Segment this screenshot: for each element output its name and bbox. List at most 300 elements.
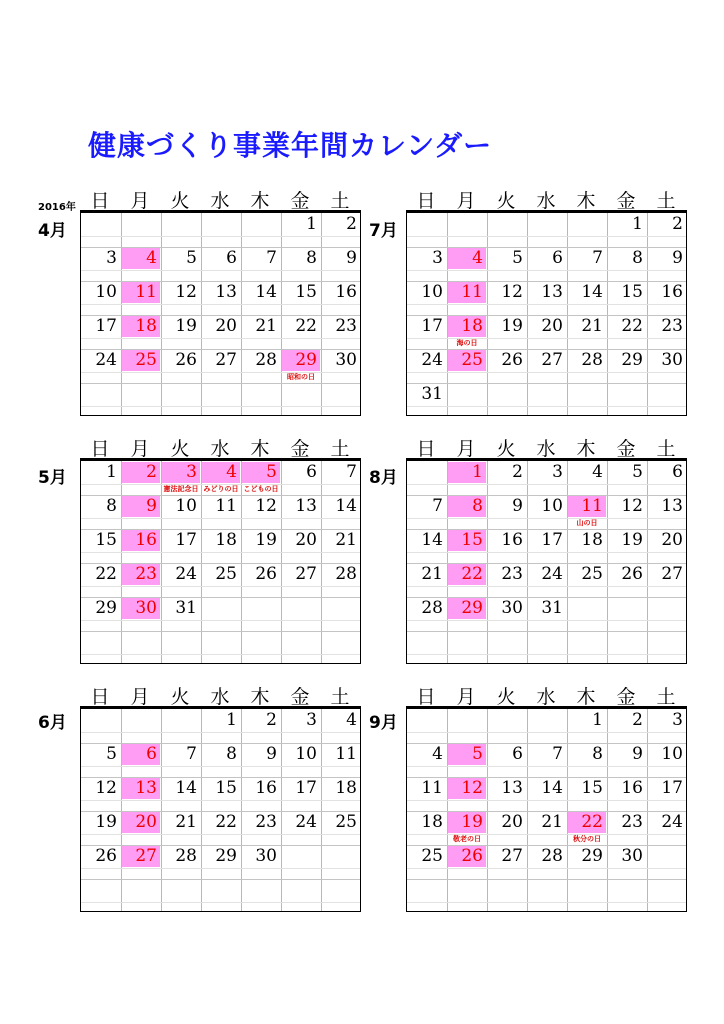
day-cell: 5	[632, 462, 643, 482]
day-cell: 17	[95, 316, 117, 336]
day-cell: 14	[421, 530, 443, 550]
day-cell: 3	[106, 248, 117, 268]
day-cell: 6	[552, 248, 563, 268]
weekday-label: 土	[330, 686, 350, 708]
day-cell-highlighted: 9	[122, 496, 160, 517]
weekday-label: 月	[456, 190, 476, 212]
day-cell: 18	[215, 530, 237, 550]
day-cell: 24	[295, 812, 317, 832]
day-cell: 28	[175, 846, 197, 866]
day-cell: 31	[175, 598, 197, 618]
calendar-body	[406, 460, 687, 664]
month-label: 8月	[369, 468, 398, 488]
calendar-body	[80, 212, 361, 416]
grid-column-line	[447, 213, 448, 415]
weekday-label: 木	[250, 438, 270, 460]
weekday-label: 土	[656, 438, 676, 460]
day-cell: 27	[541, 350, 563, 370]
day-cell: 6	[672, 462, 683, 482]
day-cell: 6	[226, 248, 237, 268]
day-cell: 1	[592, 710, 603, 730]
day-cell: 14	[335, 496, 357, 516]
day-cell-highlighted: 15	[448, 530, 486, 551]
day-cell: 5	[106, 744, 117, 764]
weekday-label: 月	[130, 686, 150, 708]
month-label: 6月	[38, 713, 67, 733]
grid-column-line	[121, 461, 122, 663]
grid-subrow-line	[81, 270, 360, 271]
weekday-header	[406, 192, 687, 212]
day-cell: 26	[255, 564, 277, 584]
grid-subrow-line	[407, 552, 686, 553]
day-cell: 16	[661, 282, 683, 302]
day-cell-highlighted: 18	[122, 316, 160, 337]
day-cell-highlighted: 1	[448, 462, 486, 483]
weekday-label: 水	[536, 438, 556, 460]
grid-subrow-line	[81, 586, 360, 587]
day-cell: 4	[432, 744, 443, 764]
holiday-label: 敬老の日	[453, 835, 481, 843]
day-cell-highlighted: 26	[448, 846, 486, 867]
grid-subrow-line	[407, 236, 686, 237]
day-cell: 22	[215, 812, 237, 832]
weekday-header	[406, 688, 687, 708]
day-cell: 2	[512, 462, 523, 482]
weekday-label: 日	[416, 686, 436, 708]
day-cell: 15	[215, 778, 237, 798]
grid-subrow-line	[81, 654, 360, 655]
day-cell: 29	[215, 846, 237, 866]
weekday-label: 水	[536, 190, 556, 212]
day-cell: 20	[215, 316, 237, 336]
grid-row-line	[81, 879, 360, 880]
grid-subrow-line	[81, 552, 360, 553]
calendar-body	[406, 708, 687, 912]
weekday-label: 日	[90, 686, 110, 708]
grid-subrow-line	[81, 868, 360, 869]
day-cell: 19	[175, 316, 197, 336]
day-cell: 27	[215, 350, 237, 370]
grid-subrow-line	[81, 766, 360, 767]
weekday-label: 金	[290, 438, 310, 460]
weekday-label: 金	[290, 686, 310, 708]
weekday-label: 金	[616, 438, 636, 460]
day-cell: 1	[632, 214, 643, 234]
day-cell: 29	[621, 350, 643, 370]
weekday-label: 水	[210, 686, 230, 708]
weekday-label: 水	[210, 190, 230, 212]
day-cell: 24	[175, 564, 197, 584]
weekday-header	[80, 192, 361, 212]
day-cell: 6	[306, 462, 317, 482]
day-cell-highlighted: 11	[122, 282, 160, 303]
grid-column-line	[281, 709, 282, 911]
grid-column-line	[527, 461, 528, 663]
day-cell: 13	[661, 496, 683, 516]
day-cell: 13	[295, 496, 317, 516]
day-cell-highlighted: 29	[282, 350, 320, 371]
grid-column-line	[161, 709, 162, 911]
day-cell: 7	[552, 744, 563, 764]
weekday-label: 木	[576, 190, 596, 212]
day-cell: 25	[581, 564, 603, 584]
grid-subrow-line	[81, 518, 360, 519]
day-cell: 23	[255, 812, 277, 832]
day-cell: 31	[421, 384, 443, 404]
weekday-label: 木	[250, 686, 270, 708]
grid-column-line	[241, 213, 242, 415]
day-cell: 11	[215, 496, 237, 516]
grid-subrow-line	[407, 484, 686, 485]
grid-column-line	[607, 461, 608, 663]
month-label: 5月	[38, 468, 67, 488]
day-cell: 8	[306, 248, 317, 268]
day-cell: 14	[581, 282, 603, 302]
day-cell: 24	[661, 812, 683, 832]
grid-column-line	[321, 709, 322, 911]
day-cell: 9	[346, 248, 357, 268]
weekday-header	[80, 440, 361, 460]
day-cell-highlighted: 23	[122, 564, 160, 585]
grid-subrow-line	[407, 270, 686, 271]
day-cell-highlighted: 16	[122, 530, 160, 551]
day-cell: 16	[335, 282, 357, 302]
day-cell: 15	[621, 282, 643, 302]
grid-subrow-line	[407, 766, 686, 767]
grid-row-line	[81, 631, 360, 632]
grid-column-line	[241, 709, 242, 911]
grid-subrow-line	[81, 834, 360, 835]
day-cell: 6	[512, 744, 523, 764]
day-cell: 28	[255, 350, 277, 370]
day-cell: 12	[175, 282, 197, 302]
day-cell: 22	[295, 316, 317, 336]
weekday-label: 火	[170, 190, 190, 212]
day-cell: 3	[432, 248, 443, 268]
day-cell: 24	[541, 564, 563, 584]
grid-column-line	[201, 709, 202, 911]
day-cell-highlighted: 20	[122, 812, 160, 833]
weekday-label: 土	[330, 190, 350, 212]
grid-subrow-line	[407, 732, 686, 733]
day-cell: 1	[226, 710, 237, 730]
grid-row-line	[407, 383, 686, 384]
weekday-label: 水	[536, 686, 556, 708]
day-cell: 28	[541, 846, 563, 866]
grid-column-line	[447, 709, 448, 911]
weekday-label: 金	[290, 190, 310, 212]
day-cell: 17	[541, 530, 563, 550]
grid-column-line	[281, 213, 282, 415]
grid-subrow-line	[81, 902, 360, 903]
day-cell: 4	[346, 710, 357, 730]
grid-subrow-line	[407, 902, 686, 903]
day-cell: 2	[672, 214, 683, 234]
grid-row-line	[407, 631, 686, 632]
day-cell-highlighted: 5	[448, 744, 486, 765]
day-cell: 25	[335, 812, 357, 832]
grid-column-line	[567, 461, 568, 663]
grid-column-line	[567, 709, 568, 911]
grid-column-line	[647, 461, 648, 663]
day-cell: 18	[421, 812, 443, 832]
weekday-label: 木	[576, 438, 596, 460]
day-cell: 11	[335, 744, 357, 764]
day-cell: 13	[215, 282, 237, 302]
grid-subrow-line	[81, 732, 360, 733]
holiday-label: 憲法記念日	[163, 485, 199, 493]
day-cell: 10	[175, 496, 197, 516]
day-cell: 26	[175, 350, 197, 370]
day-cell-highlighted: 11	[448, 282, 486, 303]
weekday-label: 木	[576, 686, 596, 708]
weekday-label: 火	[496, 190, 516, 212]
day-cell: 30	[255, 846, 277, 866]
day-cell-highlighted: 5	[242, 462, 280, 483]
day-cell: 21	[175, 812, 197, 832]
calendar-body	[406, 212, 687, 416]
day-cell: 9	[672, 248, 683, 268]
weekday-label: 土	[656, 686, 676, 708]
day-cell: 15	[581, 778, 603, 798]
day-cell: 14	[255, 282, 277, 302]
day-cell-highlighted: 11	[568, 496, 606, 517]
grid-column-line	[567, 213, 568, 415]
day-cell: 31	[541, 598, 563, 618]
day-cell: 29	[95, 598, 117, 618]
grid-column-line	[161, 213, 162, 415]
day-cell: 22	[95, 564, 117, 584]
day-cell: 9	[512, 496, 523, 516]
day-cell: 16	[621, 778, 643, 798]
grid-column-line	[607, 213, 608, 415]
weekday-label: 土	[656, 190, 676, 212]
day-cell: 12	[255, 496, 277, 516]
day-cell: 30	[501, 598, 523, 618]
grid-subrow-line	[81, 338, 360, 339]
day-cell: 13	[541, 282, 563, 302]
grid-subrow-line	[407, 868, 686, 869]
grid-column-line	[527, 709, 528, 911]
day-cell: 10	[295, 744, 317, 764]
day-cell: 23	[621, 812, 643, 832]
day-cell: 17	[175, 530, 197, 550]
month-label: 4月	[38, 221, 67, 241]
holiday-label: 山の日	[576, 519, 598, 527]
day-cell: 17	[295, 778, 317, 798]
grid-subrow-line	[81, 406, 360, 407]
grid-subrow-line	[81, 236, 360, 237]
day-cell: 2	[346, 214, 357, 234]
grid-column-line	[647, 709, 648, 911]
day-cell: 3	[306, 710, 317, 730]
page-title: 健康づくり事業年間カレンダー	[88, 129, 493, 162]
day-cell: 12	[501, 282, 523, 302]
day-cell: 7	[592, 248, 603, 268]
day-cell: 27	[501, 846, 523, 866]
year-label: 2016年	[38, 202, 76, 213]
day-cell: 21	[541, 812, 563, 832]
day-cell: 7	[432, 496, 443, 516]
day-cell-highlighted: 6	[122, 744, 160, 765]
day-cell: 10	[661, 744, 683, 764]
calendar-body	[80, 708, 361, 912]
day-cell: 17	[421, 316, 443, 336]
day-cell: 23	[661, 316, 683, 336]
day-cell: 20	[295, 530, 317, 550]
day-cell: 20	[541, 316, 563, 336]
day-cell: 15	[95, 530, 117, 550]
day-cell: 8	[592, 744, 603, 764]
day-cell: 24	[421, 350, 443, 370]
day-cell-highlighted: 13	[122, 778, 160, 799]
grid-column-line	[527, 213, 528, 415]
day-cell: 12	[621, 496, 643, 516]
day-cell: 1	[106, 462, 117, 482]
calendar-body	[80, 460, 361, 664]
day-cell-highlighted: 25	[122, 350, 160, 371]
day-cell-highlighted: 22	[448, 564, 486, 585]
day-cell: 18	[581, 530, 603, 550]
day-cell: 22	[621, 316, 643, 336]
day-cell-highlighted: 19	[448, 812, 486, 833]
grid-subrow-line	[81, 620, 360, 621]
day-cell: 19	[255, 530, 277, 550]
weekday-header	[80, 688, 361, 708]
day-cell-highlighted: 30	[122, 598, 160, 619]
weekday-label: 火	[170, 438, 190, 460]
day-cell: 26	[501, 350, 523, 370]
day-cell: 5	[512, 248, 523, 268]
day-cell: 7	[346, 462, 357, 482]
weekday-label: 日	[416, 190, 436, 212]
day-cell: 28	[421, 598, 443, 618]
grid-subrow-line	[407, 518, 686, 519]
day-cell: 21	[255, 316, 277, 336]
grid-subrow-line	[407, 304, 686, 305]
weekday-label: 火	[170, 686, 190, 708]
day-cell: 24	[95, 350, 117, 370]
weekday-label: 日	[90, 438, 110, 460]
weekday-label: 日	[90, 190, 110, 212]
day-cell-highlighted: 25	[448, 350, 486, 371]
day-cell: 28	[335, 564, 357, 584]
holiday-label: 昭和の日	[287, 373, 315, 381]
day-cell-highlighted: 12	[448, 778, 486, 799]
day-cell: 8	[632, 248, 643, 268]
day-cell: 5	[186, 248, 197, 268]
day-cell-highlighted: 3	[162, 462, 200, 483]
grid-column-line	[607, 709, 608, 911]
weekday-label: 土	[330, 438, 350, 460]
day-cell: 20	[501, 812, 523, 832]
weekday-label: 火	[496, 686, 516, 708]
day-cell: 3	[672, 710, 683, 730]
day-cell: 27	[661, 564, 683, 584]
day-cell: 16	[255, 778, 277, 798]
grid-column-line	[487, 461, 488, 663]
day-cell-highlighted: 2	[122, 462, 160, 483]
day-cell: 26	[95, 846, 117, 866]
day-cell: 2	[266, 710, 277, 730]
day-cell-highlighted: 4	[122, 248, 160, 269]
day-cell: 14	[175, 778, 197, 798]
day-cell-highlighted: 18	[448, 316, 486, 337]
month-label: 7月	[369, 221, 398, 241]
day-cell: 20	[661, 530, 683, 550]
day-cell-highlighted: 4	[202, 462, 240, 483]
day-cell: 30	[335, 350, 357, 370]
day-cell: 23	[501, 564, 523, 584]
weekday-label: 金	[616, 190, 636, 212]
grid-subrow-line	[81, 800, 360, 801]
day-cell: 10	[541, 496, 563, 516]
day-cell: 25	[215, 564, 237, 584]
month-label: 9月	[369, 713, 398, 733]
day-cell-highlighted: 4	[448, 248, 486, 269]
weekday-label: 月	[456, 438, 476, 460]
day-cell: 12	[95, 778, 117, 798]
grid-column-line	[487, 213, 488, 415]
weekday-label: 月	[130, 190, 150, 212]
day-cell: 26	[621, 564, 643, 584]
weekday-label: 月	[456, 686, 476, 708]
day-cell: 28	[581, 350, 603, 370]
grid-row-line	[81, 383, 360, 384]
grid-column-line	[121, 709, 122, 911]
day-cell: 2	[632, 710, 643, 730]
grid-column-line	[487, 709, 488, 911]
day-cell: 7	[266, 248, 277, 268]
day-cell-highlighted: 27	[122, 846, 160, 867]
grid-column-line	[447, 461, 448, 663]
day-cell-highlighted: 22	[568, 812, 606, 833]
grid-subrow-line	[407, 620, 686, 621]
day-cell: 4	[592, 462, 603, 482]
day-cell: 30	[661, 350, 683, 370]
grid-row-line	[407, 879, 686, 880]
day-cell: 15	[295, 282, 317, 302]
day-cell: 9	[632, 744, 643, 764]
day-cell: 13	[501, 778, 523, 798]
day-cell: 16	[501, 530, 523, 550]
day-cell: 23	[335, 316, 357, 336]
grid-subrow-line	[81, 304, 360, 305]
holiday-label: 海の日	[456, 339, 478, 347]
day-cell: 21	[421, 564, 443, 584]
day-cell: 19	[501, 316, 523, 336]
day-cell: 10	[421, 282, 443, 302]
day-cell: 3	[552, 462, 563, 482]
day-cell-highlighted: 29	[448, 598, 486, 619]
weekday-header	[406, 440, 687, 460]
day-cell: 8	[226, 744, 237, 764]
day-cell: 19	[95, 812, 117, 832]
grid-subrow-line	[407, 654, 686, 655]
weekday-label: 月	[130, 438, 150, 460]
day-cell: 11	[421, 778, 443, 798]
day-cell: 10	[95, 282, 117, 302]
day-cell: 18	[335, 778, 357, 798]
grid-subrow-line	[407, 800, 686, 801]
holiday-label: みどりの日	[203, 485, 239, 493]
day-cell: 7	[186, 744, 197, 764]
day-cell: 25	[421, 846, 443, 866]
day-cell: 27	[295, 564, 317, 584]
day-cell: 17	[661, 778, 683, 798]
grid-subrow-line	[407, 586, 686, 587]
grid-subrow-line	[407, 372, 686, 373]
